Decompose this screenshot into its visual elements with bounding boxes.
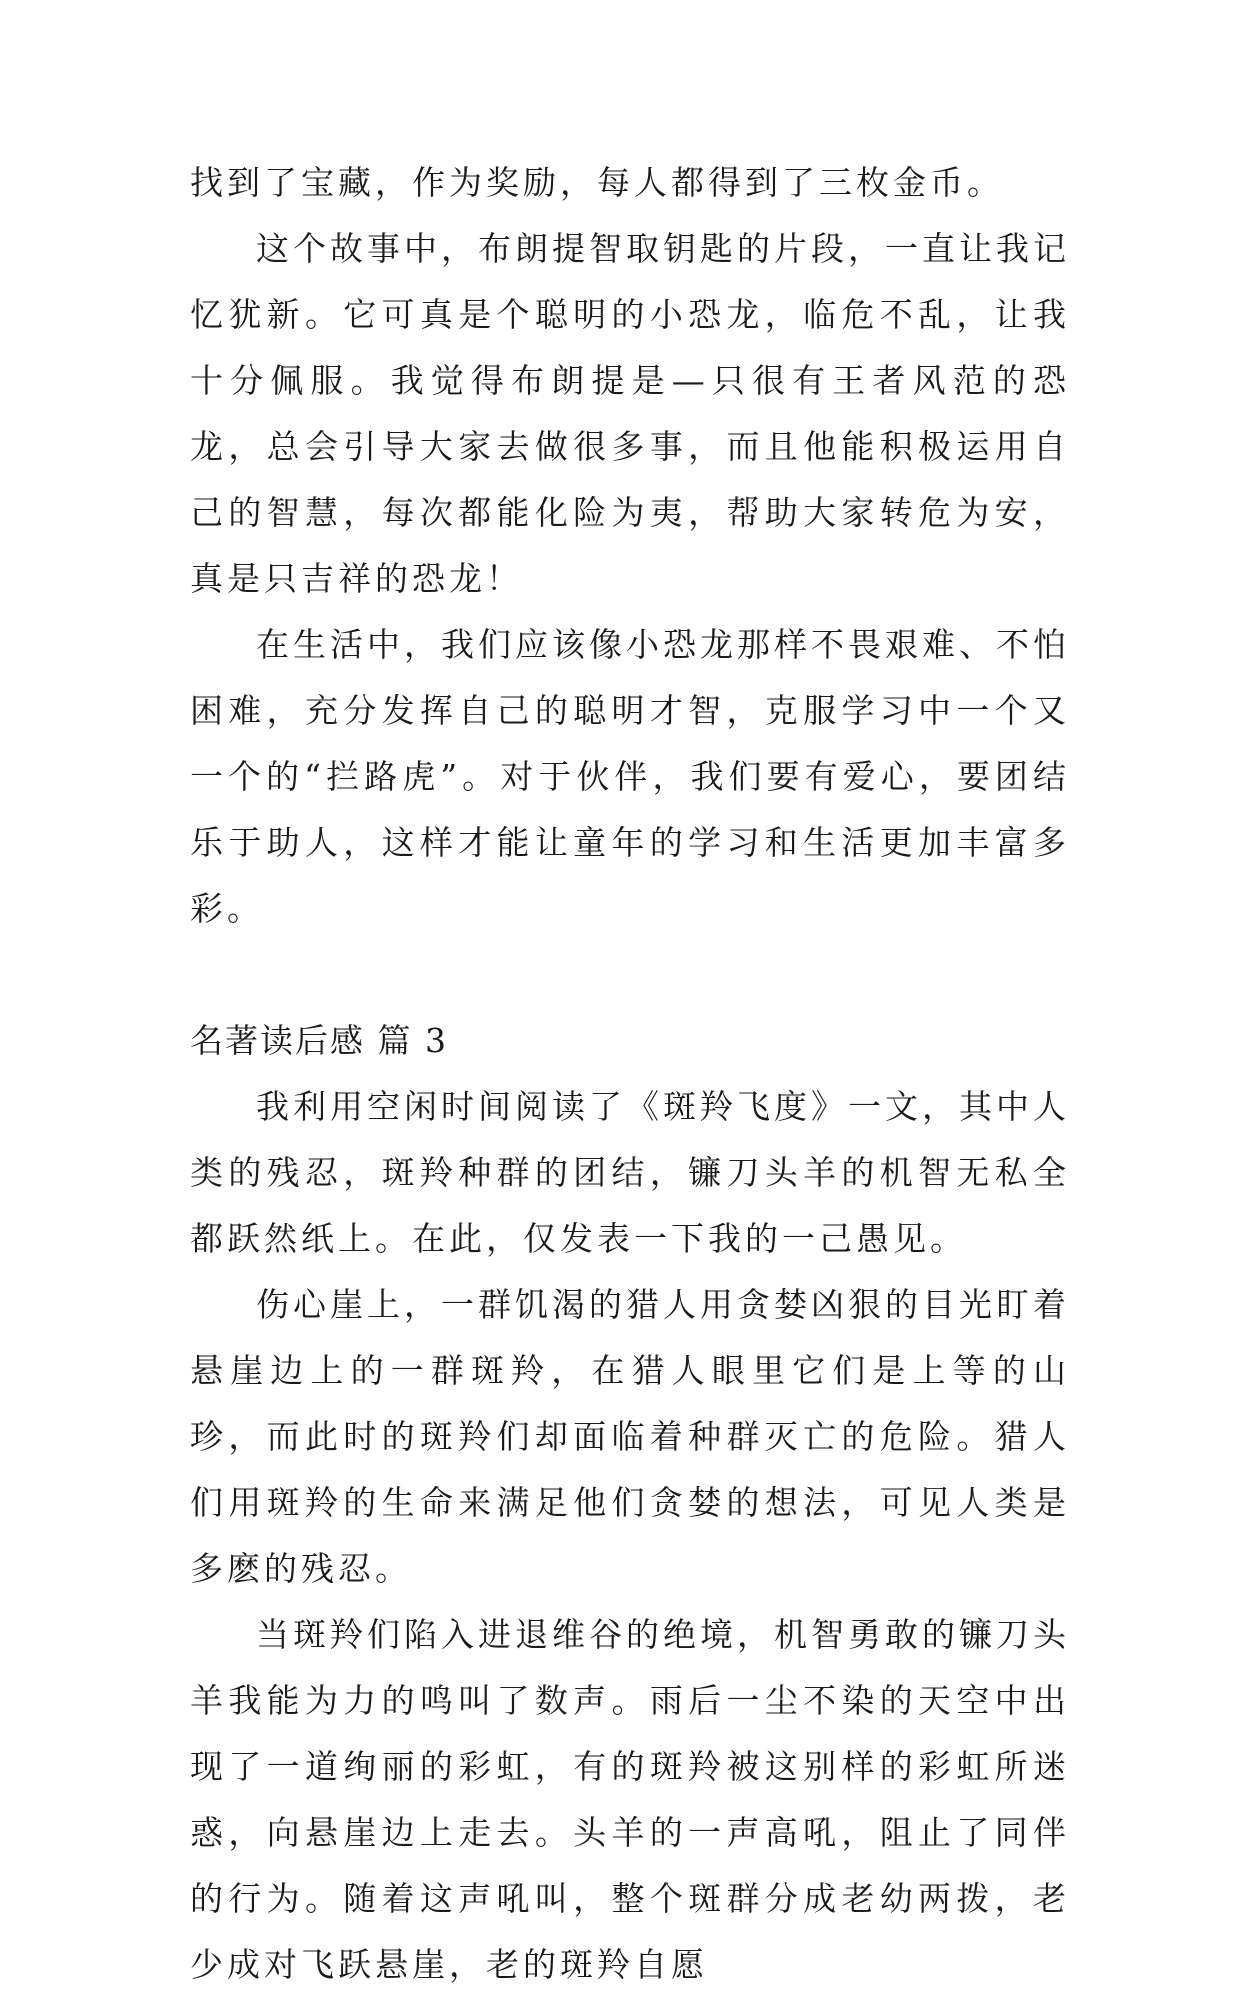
paragraph-6: 当斑羚们陷入进退维谷的绝境，机智勇敢的镰刀头羊我能为力的鸣叫了数声。雨后一尘不染的天空中出现了一道绚丽的彩虹，有的斑羚被这别样的彩虹所迷惑，向悬崖边上走去。头羊的一声高吼，阻止了同伴的行为。随着这声吼叫，整个斑群分成老幼两拨，老少成对飞跃悬崖，老的斑羚自愿 [190, 1615, 1070, 1984]
paragraph-1: 找到了宝藏，作为奖励，每人都得到了三枚金币。 [190, 163, 1004, 202]
section-heading: 名著读后感 篇 3 [190, 1021, 448, 1060]
paragraph-4: 我利用空闲时间阅读了《斑羚飞度》一文，其中人类的残忍，斑羚种群的团结，镰刀头羊的机智无私全都跃然纸上。在此，仅发表一下我的一己愚见。 [190, 1087, 1070, 1258]
document-body [190, 150, 1070, 1998]
paragraph-2: 这个故事中，布朗提智取钥匙的片段，一直让我记忆犹新。它可真是个聪明的小恐龙，临危不乱，让我十分佩服。我觉得布朗提是—只很有王者风范的恐龙，总会引导大家去做很多事，而且他能积极运用自己的智慧，每次都能化险为夷，帮助大家转危为安，真是只吉祥的恐龙！ [190, 229, 1070, 598]
paragraph-5: 伤心崖上，一群饥渴的猎人用贪婪凶狠的目光盯着悬崖边上的一群斑羚，在猎人眼里它们是上等的山珍，而此时的斑羚们却面临着种群灭亡的危险。猎人们用斑羚的生命来满足他们贪婪的想法，可见人类是多麽的残忍。 [190, 1285, 1070, 1588]
paragraph-3: 在生活中，我们应该像小恐龙那样不畏艰难、不怕困难，充分发挥自己的聪明才智，克服学习中一个又一个的“拦路虎”。对于伙伴，我们要有爱心，要团结乐于助人，这样才能让童年的学习和生活更加丰富多彩。 [190, 625, 1070, 928]
